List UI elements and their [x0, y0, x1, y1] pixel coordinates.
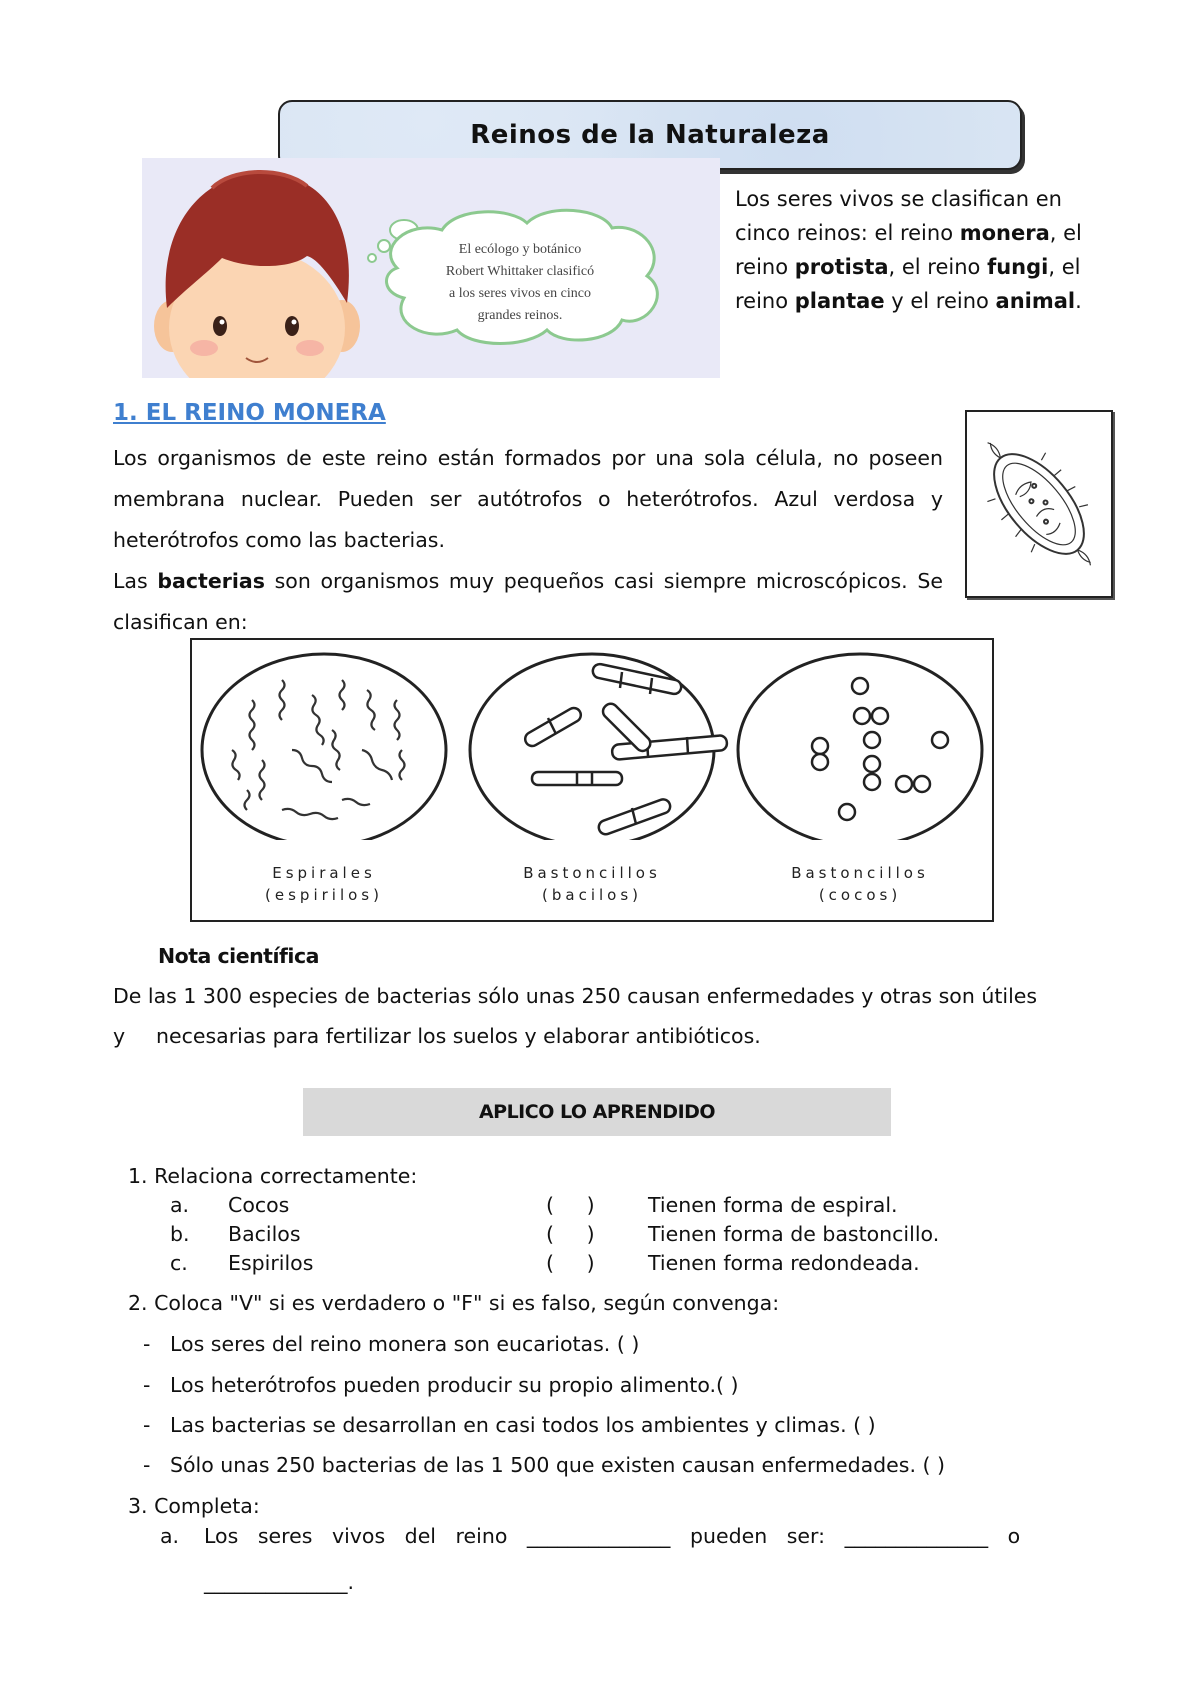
intro-text: , el reino: [735, 221, 1082, 279]
q1-row-b-letter: b.: [170, 1222, 190, 1246]
spirilla-drawing: [202, 654, 446, 840]
q1-row-b-paren[interactable]: ( ): [546, 1222, 595, 1246]
kid-illustration: [142, 158, 720, 378]
monera-paragraph-2: [113, 561, 943, 643]
p2-bold-bacterias: bacterias: [157, 569, 265, 593]
page-title: Reinos de la Naturaleza: [470, 120, 830, 150]
intro-bold-protista: protista: [794, 255, 889, 279]
illustration-panel: [142, 158, 720, 378]
q1-row-a-letter: a.: [170, 1193, 190, 1217]
caption-name: Bastoncillos: [523, 864, 661, 882]
speech-line-2: Robert Whittaker clasificó: [445, 264, 595, 279]
nota-line-1: De las 1 300 especies de bacterias sólo unas 250 causan enfermedades y otras son útiles: [113, 984, 1038, 1008]
q1-row-c-desc: Tienen forma redondeada.: [648, 1251, 920, 1275]
intro-bold-monera: monera: [959, 221, 1050, 245]
aplico-banner: [303, 1088, 891, 1136]
q3-letter: a.: [160, 1524, 180, 1548]
caption-cocos: [760, 862, 960, 906]
speech-line-3: a los seres vivos en cinco: [449, 286, 591, 301]
q2-dash: -: [143, 1332, 151, 1356]
q3-line-2[interactable]: ______________.: [204, 1570, 355, 1594]
q3-line-1[interactable]: Los seres vivos del reino ______________ pueden ser: ______________ o: [204, 1524, 1021, 1548]
bacilli-drawing: [470, 654, 727, 840]
intro-bold-fungi: fungi: [987, 255, 1049, 279]
q1-row-a-desc: Tienen forma de espiral.: [648, 1193, 898, 1217]
bacteria-types-figure: [190, 638, 994, 922]
nota-line-2a: y: [113, 1024, 126, 1048]
q1-row-c-paren[interactable]: ( ): [546, 1251, 595, 1275]
caption-sub: (bacilos): [542, 886, 642, 904]
intro-bold-plantae: plantae: [794, 289, 885, 313]
speech-line-4: grandes reinos.: [477, 308, 563, 323]
section-heading: 1. EL REINO MONERA: [113, 400, 386, 426]
q3-title: 3. Completa:: [128, 1494, 260, 1518]
caption-sub: (cocos): [818, 886, 902, 904]
q1-row-c-letter: c.: [170, 1251, 188, 1275]
q2-item-1[interactable]: Los seres del reino monera son eucariotas. ( ): [170, 1332, 640, 1356]
intro-text: , el reino: [888, 255, 988, 279]
q1-row-b-term: Bacilos: [228, 1222, 301, 1246]
q1-row-a-term: Cocos: [228, 1193, 290, 1217]
caption-spirilos: [224, 862, 424, 906]
banner-label: APLICO LO APRENDIDO: [478, 1101, 716, 1123]
caption-sub: (espirilos): [265, 886, 383, 904]
bacterium-image-frame: [965, 410, 1113, 598]
caption-name: Espirales: [272, 864, 376, 882]
q1-title: 1. Relaciona correctamente:: [128, 1164, 418, 1188]
nota-line-2b: necesarias para fertilizar los suelos y elaborar antibióticos.: [156, 1024, 761, 1048]
q2-item-3[interactable]: Las bacterias se desarrollan en casi todos los ambientes y climas. ( ): [170, 1413, 876, 1437]
q2-dash: -: [143, 1413, 151, 1437]
q1-row-b-desc: Tienen forma de bastoncillo.: [648, 1222, 940, 1246]
p2-text: son organismos muy pequeños casi siempre microscópicos. Se clasifican en:: [113, 569, 943, 634]
q2-item-4[interactable]: Sólo unas 250 bacterias de las 1 500 que existen causan enfermedades. ( ): [170, 1453, 946, 1477]
bacteria-circles: [192, 640, 992, 840]
intro-text: , el reino: [735, 255, 1081, 313]
p2-text: Las: [113, 569, 158, 593]
intro-text: .: [1075, 289, 1082, 313]
caption-name: Bastoncillos: [791, 864, 929, 882]
caption-bacilos: [492, 862, 692, 906]
nota-heading: Nota científica: [158, 944, 319, 968]
monera-paragraph-1: Los organismos de este reino están formados por una sola célula, no poseen membrana nuclear. Pueden ser autótrofos o heterótrofos. Azul verdosa y heterótrofos como las bacterias.: [113, 446, 943, 552]
q2-dash: -: [143, 1453, 151, 1477]
cocci-drawing: [738, 654, 982, 840]
q1-row-c-term: Espirilos: [228, 1251, 314, 1275]
intro-paragraph: [735, 182, 1095, 318]
q2-dash: -: [143, 1373, 151, 1397]
intro-bold-animal: animal: [995, 289, 1076, 313]
intro-text: y el reino: [884, 289, 996, 313]
q2-title: 2. Coloca "V" si es verdadero o "F" si es falso, según convenga:: [128, 1291, 780, 1315]
speech-line-1: El ecólogo y botánico: [458, 242, 582, 257]
q1-row-a-paren[interactable]: ( ): [546, 1193, 595, 1217]
bacterium-illustration: [967, 412, 1111, 596]
intro-text: Los seres vivos se clasifican en cinco reinos: el reino: [735, 187, 1062, 245]
q2-item-2[interactable]: Los heterótrofos pueden producir su propio alimento.( ): [170, 1373, 739, 1397]
